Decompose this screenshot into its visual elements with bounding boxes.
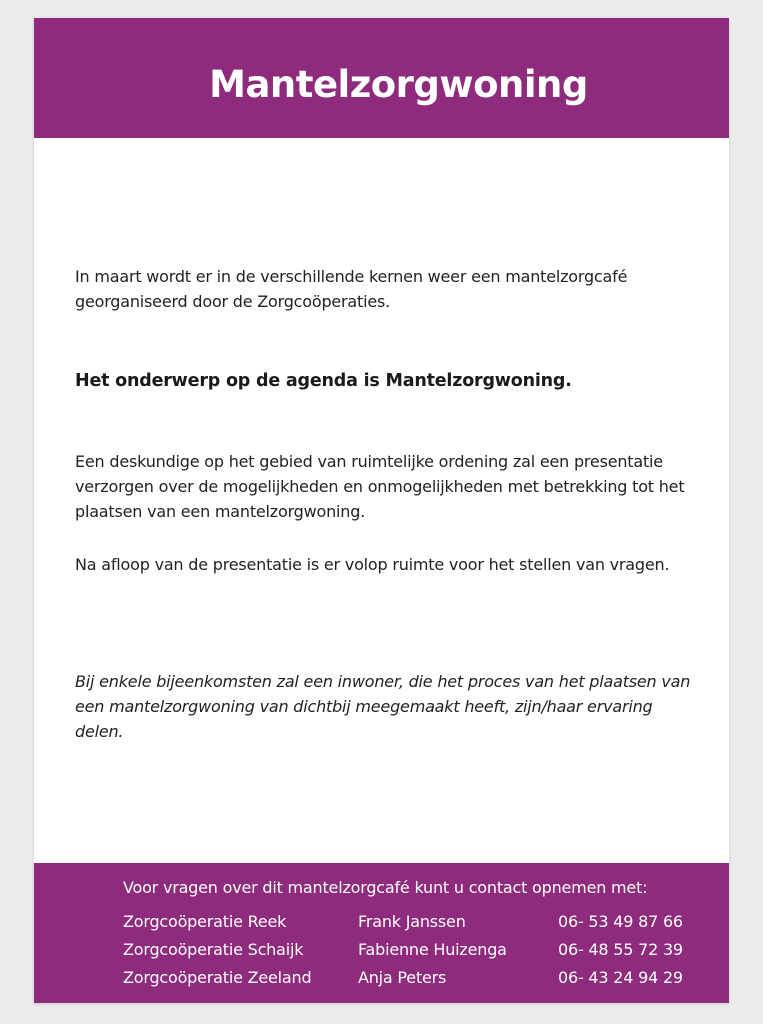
contact-phone: 06- 48 55 72 39	[558, 940, 683, 959]
contact-person: Frank Janssen	[358, 912, 466, 931]
contact-phone: 06- 53 49 87 66	[558, 912, 683, 931]
intro-paragraph: In maart wordt er in de verschillende kernen weer een mantelzorgcafé georganiseerd door de Zorgcoöperaties.	[75, 267, 628, 311]
page-title: Mantelzorgwoning	[209, 63, 588, 106]
contact-organization: Zorgcoöperatie Zeeland	[123, 968, 312, 987]
contact-organization: Zorgcoöperatie Schaijk	[123, 940, 304, 959]
contact-intro: Voor vragen over dit mantelzorgcafé kunt u contact opnemen met:	[123, 878, 648, 897]
questions-paragraph: Na afloop van de presentatie is er volop ruimte voor het stellen van vragen.	[75, 555, 670, 574]
contact-phone: 06- 43 24 94 29	[558, 968, 683, 987]
flyer-page	[34, 18, 729, 1003]
contact-organization: Zorgcoöperatie Reek	[123, 912, 287, 931]
contact-person: Fabienne Huizenga	[358, 940, 507, 959]
subject-heading: Het onderwerp op de agenda is Mantelzorgwoning.	[75, 371, 572, 391]
header-banner	[34, 18, 729, 138]
contact-footer	[34, 863, 729, 1003]
contact-person: Anja Peters	[358, 968, 447, 987]
contact-row	[123, 937, 703, 963]
presentation-paragraph: Een deskundige op het gebied van ruimtelijke ordening zal een presentatie verzorgen over de mogelijkheden en onmogelijkheden met betrekking tot het plaatsen van een mantelzorgwoning.	[75, 452, 685, 521]
contact-row	[123, 909, 703, 935]
contact-row	[123, 965, 703, 991]
resident-note-paragraph: Bij enkele bijeenkomsten zal een inwoner, die het proces van het plaatsen van een mantelzorgwoning van dichtbij meegemaakt heeft, zijn/haar ervaring delen.	[75, 672, 691, 741]
